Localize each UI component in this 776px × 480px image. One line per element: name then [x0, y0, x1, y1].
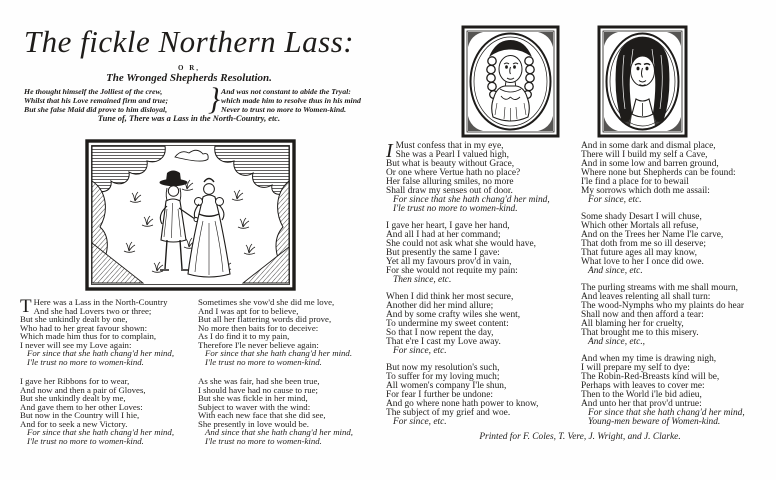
stanza [581, 142, 775, 205]
refrain-line: Then since, etc. [393, 275, 452, 285]
verse-line: Or one where Vertue hath no place? [386, 168, 521, 178]
stanza [20, 377, 197, 445]
stanza [581, 355, 775, 427]
verse-line: And she had Lovers two or three; [33, 305, 152, 316]
verse-line: But presently the same I gave: [386, 248, 500, 258]
verse-line: With each new face that she did see, [198, 410, 326, 420]
ballad-title: The fickle Northern Lass: [23, 24, 355, 59]
ballad-subtitle: The Wronged Shepherds Resolution. [106, 72, 272, 84]
refrain-line: For since that she hath chang'd her mind, [588, 408, 745, 418]
verse-line: And all I had at her command; [386, 230, 501, 240]
verse-column-1 [20, 298, 197, 456]
refrain-line: For since, etc. [588, 195, 642, 205]
refrain-line: I'le trust no more to women-kind. [27, 356, 144, 367]
epigraph-left-column [24, 87, 207, 114]
verse-line: I will prepare my self to dye: [581, 363, 690, 373]
verse-line: That doth from me so ill deserve; [581, 239, 706, 249]
verse-line: For she would not requite my pain: [386, 266, 518, 276]
verse-line: And I was apt for to believe, [198, 305, 299, 316]
verse-column-2 [198, 298, 376, 456]
verse-line: Which other Mortals all refuse, [581, 221, 699, 231]
drop-cap-letter: T [20, 296, 32, 317]
epigraph-line: And was not constant to abide the Tryal: [221, 86, 351, 96]
verse-line: I gave her heart, I gave her hand, [386, 221, 510, 231]
verse-line: Must confess that in my eye, [395, 141, 504, 151]
verse-line: And for to seek a new Victory. [20, 418, 128, 429]
stanza [581, 213, 775, 276]
refrain-line: For since that she hath chang'd her mind, [27, 427, 175, 437]
verse-line: All women's company I'le shun, [386, 381, 507, 391]
refrain-line: Young-men beware of Women-kind. [588, 417, 721, 427]
verse-line: And gave them to her other Loves: [20, 401, 143, 412]
stanza [386, 293, 578, 356]
tune-direction: Tune of, There was a Lass in the North-Country, etc. [97, 114, 281, 123]
refrain-line: And since, etc., [588, 337, 646, 347]
verse-line: And in some dark and dismal place, [581, 141, 716, 151]
verse-line: And when my time is drawing nigh, [581, 354, 717, 364]
man-portrait-woodcut [597, 25, 688, 138]
verse-line: Her false alluring smiles, no more [386, 177, 514, 187]
verse-line: But now in the Country will I hie, [20, 410, 140, 420]
verse-line: The wood-Nymphs who my plaints do hear [581, 301, 744, 311]
verse-line: What love to her I once did owe. [581, 257, 704, 267]
verse-line: I should have had no cause to rue; [198, 384, 318, 395]
verse-line: And on the Trees her Name I'le carve, [581, 230, 724, 240]
verse-line: I gave her Ribbons for to wear, [20, 376, 130, 386]
verse-line: Shall now and then afford a tear: [581, 310, 704, 320]
refrain-line: I'le trust no more to women-kind. [205, 435, 322, 446]
verse-line: When I did think her most secure, [386, 292, 514, 302]
verse-line: The purling streams with me shall mourn, [581, 283, 739, 293]
epigraph-brace: } [208, 82, 220, 117]
stanza [386, 222, 578, 285]
epigraph [24, 82, 369, 117]
verse-line: For fear I further be undone: [386, 390, 493, 400]
verse-line: Which made him thus for to complain, [20, 331, 157, 341]
verse-line: That brought me to this misery. [581, 328, 699, 338]
verse-line: My sorrows which doth me assail: [581, 186, 710, 196]
drop-cap-letter: I [386, 140, 393, 162]
refrain-line: For since that she hath chang'd her mind, [27, 348, 175, 358]
stanza [386, 142, 578, 214]
verse-column-4 [581, 142, 775, 435]
verse-line: Shall draw my senses out of door. [386, 186, 513, 196]
stanza [20, 298, 197, 366]
refrain-line: I'le trust no more to women-kind. [27, 435, 144, 446]
verse-line: To undermine my sweet content: [386, 319, 509, 329]
verse-line: But she unkindly dealt by me, [20, 393, 126, 403]
epigraph-line: He thought himself the Jolliest of the crew, [24, 86, 163, 96]
verse-line: But all her flattering words did prove, [198, 314, 332, 324]
verse-line: Another did her mind allure; [386, 301, 494, 311]
verse-line: She could not ask what she would have, [386, 239, 536, 249]
verse-line: And unto her that prov'd untrue: [581, 399, 702, 409]
verse-line: That future ages all may know, [581, 248, 698, 258]
stanza [198, 377, 376, 445]
verse-line: Yet all my favours prov'd in vain, [386, 257, 512, 267]
epigraph-right-column [221, 87, 361, 114]
courting-couple-woodcut [85, 139, 296, 291]
stanza [386, 364, 578, 427]
verse-line: And by some crafty wiles she went, [386, 310, 521, 320]
refrain-line: I'le trust no more to women-kind. [393, 204, 518, 214]
verse-line: Then to the World i'le bid adieu, [581, 390, 702, 400]
imprint-line: Printed for F. Coles, T. Vere, J. Wright, and J. Clarke. [479, 432, 681, 442]
verse-line: Therefore I'le never believe again: [198, 339, 319, 350]
verse-line: And now and then a pair of Gloves, [20, 384, 146, 395]
refrain-line: For since, etc. [393, 417, 447, 427]
epigraph-line: Never to trust no more to Women-kind. [221, 104, 347, 114]
verse-line: No more then baits for to deceive: [198, 322, 319, 333]
refrain-line: For since that she hath chang'd her mind, [393, 195, 550, 205]
verse-line: And in some low and barren ground, [581, 159, 719, 169]
verse-line: The subject of my grief and woe. [386, 408, 511, 418]
stanza [198, 298, 376, 366]
verse-line: Who had to her great favour shown: [20, 322, 148, 333]
verse-line: And go where none hath power to know, [386, 399, 539, 409]
verse-line: But what is beauty without Grace, [386, 159, 515, 169]
verse-line: I'le find a place for to bewail [581, 177, 689, 187]
refrain-line: And since, etc. [588, 266, 643, 276]
or-label: O R, [178, 64, 200, 72]
verse-line: The Robin-Red-Breasts kind will be, [581, 372, 720, 382]
epigraph-line: Whilst that his Love remained firm and true; [24, 95, 169, 105]
verse-line: All blaming her for cruelty, [581, 319, 684, 329]
verse-line: She presently in love would be. [198, 418, 309, 429]
epigraph-line: But she false Maid did prove to him disloyal, [24, 104, 168, 114]
verse-line: As I do find it to my pain, [198, 331, 290, 341]
verse-line: And leaves relenting all shall turn: [581, 292, 711, 302]
verse-line: I never will see my Love again: [20, 339, 132, 350]
verse-line: She was a Pearl I valued high, [395, 150, 509, 160]
epigraph-line: which made him to resolve thus in his mind [221, 95, 361, 105]
verse-line: There will I build my self a Cave, [581, 150, 708, 160]
verse-column-3 [386, 142, 578, 435]
refrain-line: I'le trust no more to women-kind. [205, 356, 322, 367]
verse-line: Perhaps with leaves to cover me: [581, 381, 705, 391]
verse-line: Subject to waver with the wind: [198, 401, 311, 412]
verse-line: Here was a Lass in the North-Country [33, 297, 168, 307]
verse-line: But now my resolution's such, [386, 363, 500, 373]
verse-line: Some shady Desart I will chuse, [581, 212, 702, 222]
verse-line: Sometimes she vow'd she did me love, [198, 297, 335, 307]
refrain-line: For since that she hath chang'd her mind. [205, 348, 353, 358]
verse-line: Where none but Shepherds can be found: [581, 168, 736, 178]
verse-line: As she was fair, had she been true, [198, 376, 320, 386]
refrain-line: And since that she hath chang'd her mind, [205, 427, 353, 437]
woman-portrait-woodcut [461, 25, 560, 138]
verse-line: But she unkindly dealt by one, [20, 314, 128, 324]
verse-line: But she was fickle in her mind, [198, 393, 308, 403]
verse-line: That e're I cast my Love away. [386, 337, 501, 347]
stanza [581, 284, 775, 347]
verse-line: So that I now repent the day, [386, 328, 494, 338]
verse-line: To suffer for my loving much; [386, 372, 500, 382]
refrain-line: For since, etc. [393, 346, 447, 356]
